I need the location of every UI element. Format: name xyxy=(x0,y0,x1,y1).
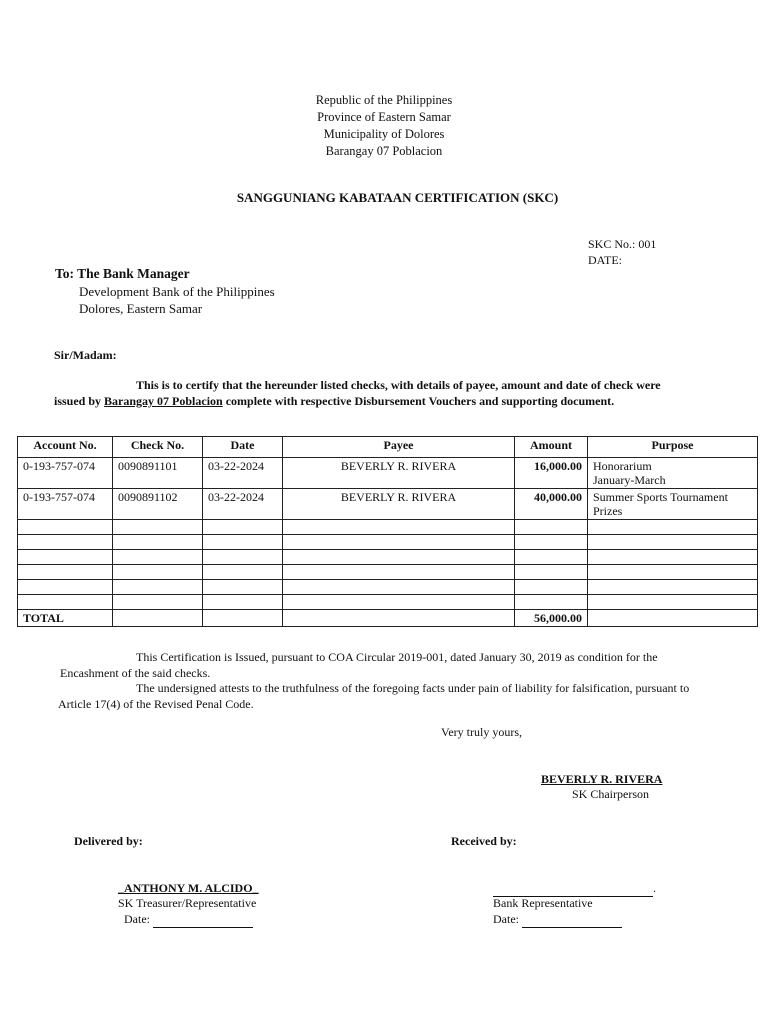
cell-payee: BEVERLY R. RIVERA xyxy=(283,458,515,489)
cell-account: 0-193-757-074 xyxy=(18,458,113,489)
bank-rep-title: Bank Representative xyxy=(493,896,593,910)
table-row-empty xyxy=(18,565,758,580)
cert-line4: Article 17(4) of the Revised Penal Code. xyxy=(58,696,254,711)
treasurer-title: SK Treasurer/Representative xyxy=(118,896,257,910)
signatory-title: SK Chairperson xyxy=(572,787,649,801)
skc-number: SKC No.: 001 xyxy=(588,237,657,251)
addressee-bank: Development Bank of the Philippines xyxy=(79,284,275,299)
header-barangay: Barangay 07 Poblacion xyxy=(325,144,443,158)
cert-line3: The undersigned attests to the truthfulness of the foregoing facts under pain of liability for falsification, pursuant to xyxy=(136,681,690,695)
skc-date: DATE: xyxy=(588,253,622,267)
delivered-by-label: Delivered by: xyxy=(74,834,143,848)
treasurer-date-label: Date: xyxy=(124,912,150,926)
cell-amount: 40,000.00 xyxy=(515,489,588,520)
treasurer-name: _ANTHONY M. ALCIDO_ xyxy=(118,881,259,895)
certification-text xyxy=(58,650,738,712)
salutation: Sir/Madam: xyxy=(54,348,117,362)
addressee-address xyxy=(79,283,275,317)
col-header-purpose: Purpose xyxy=(588,437,758,458)
col-header-account: Account No. xyxy=(18,437,113,458)
cell-payee: BEVERLY R. RIVERA xyxy=(283,489,515,520)
col-header-payee: Payee xyxy=(283,437,515,458)
cell-account: 0-193-757-074 xyxy=(18,489,113,520)
table-row-empty xyxy=(18,535,758,550)
paragraph-barangay: Barangay 07 Poblacion xyxy=(104,394,223,408)
paragraph-pre: issued by xyxy=(54,394,105,408)
bank-rep-signature xyxy=(493,881,656,897)
addressee-label: To: The Bank Manager xyxy=(55,266,190,281)
table-row xyxy=(18,458,758,489)
col-header-check: Check No. xyxy=(113,437,203,458)
paragraph-post: complete with respective Disbursement Vouchers and supporting document. xyxy=(222,394,615,408)
cell-check: 0090891101 xyxy=(113,458,203,489)
certification-paragraph xyxy=(54,377,714,409)
header-municipality: Municipality of Dolores xyxy=(323,127,445,141)
col-header-date: Date xyxy=(203,437,283,458)
signatory-name: BEVERLY R. RIVERA xyxy=(541,772,663,786)
cell-date: 03-22-2024 xyxy=(203,458,283,489)
table-row-empty xyxy=(18,595,758,610)
table-total-row xyxy=(18,610,758,627)
treasurer-date-line xyxy=(153,912,253,928)
bank-rep-date-line xyxy=(522,912,622,928)
cell-check: 0090891102 xyxy=(113,489,203,520)
bank-rep-date-label: Date: xyxy=(493,912,519,926)
closing: Very truly yours, xyxy=(441,725,522,739)
header-republic: Republic of the Philippines xyxy=(315,93,453,107)
header-province: Province of Eastern Samar xyxy=(317,110,451,124)
purpose-line2: January-March xyxy=(593,473,666,487)
table-row-empty xyxy=(18,550,758,565)
paragraph-line1: This is to certify that the hereunder listed checks, with details of payee, amount and date of check were xyxy=(136,378,661,392)
treasurer-date xyxy=(124,912,253,928)
table-row-empty xyxy=(18,580,758,595)
cell-purpose xyxy=(588,458,758,489)
received-by-label: Received by: xyxy=(451,834,517,848)
paragraph-line2 xyxy=(54,393,714,409)
skc-info xyxy=(588,236,656,268)
document-title: SANGGUNIANG KABATAAN CERTIFICATION (SKC) xyxy=(236,190,559,205)
cell-amount: 16,000.00 xyxy=(515,458,588,489)
col-header-amount: Amount xyxy=(515,437,588,458)
table-row xyxy=(18,489,758,520)
purpose-line1: Honorarium xyxy=(593,459,652,473)
bank-rep-period: . xyxy=(653,881,656,895)
bank-rep-signature-line xyxy=(493,881,653,897)
cert-line2: Encashment of the said checks. xyxy=(60,665,211,680)
addressee-location: Dolores, Eastern Samar xyxy=(79,301,203,316)
document-header xyxy=(0,92,768,160)
total-label: TOTAL xyxy=(18,610,113,627)
cert-line1: This Certification is Issued, pursuant to COA Circular 2019-001, dated January 30, 2019 as condition for the xyxy=(136,650,658,664)
cell-date: 03-22-2024 xyxy=(203,489,283,520)
purpose-line1: Summer Sports Tournament xyxy=(593,490,728,504)
bank-rep-date xyxy=(493,912,622,928)
table-header-row xyxy=(18,437,758,458)
purpose-line2: Prizes xyxy=(593,504,623,518)
cell-purpose xyxy=(588,489,758,520)
checks-table xyxy=(17,436,758,627)
total-amount: 56,000.00 xyxy=(515,610,588,627)
table-row-empty xyxy=(18,520,758,535)
